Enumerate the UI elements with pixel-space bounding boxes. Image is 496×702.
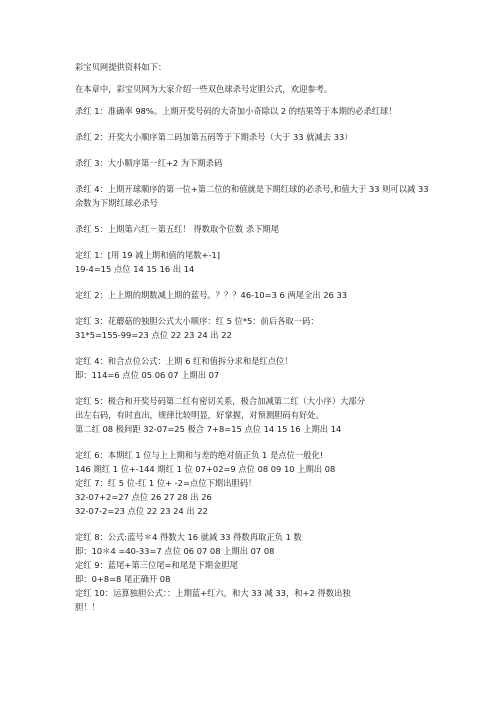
ding-3-title: 定红 3：花蘑菇的独胆公式大小顺序：红 5 位*5：前后各取一码： xyxy=(75,316,319,326)
ding-8-example: 即：10＊4 =40-33=7 点位 06 07 08 上期出 07 08 xyxy=(75,546,275,556)
ding-3-example: 31*5=155-99=23 点位 22 23 24 出 22 xyxy=(75,330,232,340)
ding-9-example: 即：0+8=8 尾正确开 08 xyxy=(75,574,171,584)
ding-5-example: 第二红 08 极间距 32-07=25 极合 7+8=15 点位 14 15 16 上期出 14 xyxy=(75,424,342,434)
ding-6-title: 定红 6：本期红 1 位与上上期和与差的绝对值正负 1 是点位一般化! xyxy=(75,450,324,460)
ding-2: 定红 2：上上期的期数减上期的蓝号。？？？46-10=3 6 两尾全出 26 33 xyxy=(75,290,348,300)
ding-7-title: 定红 7：红 5 位-红 1 位+ -2=点位下期出胆码！ xyxy=(75,478,257,488)
ding-5-line-1: 定红 5：极合和开奖号码第二红有密切关系，极合加减第二红（大小序）大部分 xyxy=(75,396,366,406)
preface-text: 在本章中，彩宝贝网为大家介绍一些双色球杀号定胆公式，欢迎参考。 xyxy=(75,84,333,94)
ding-7-example-1: 32-07+2=27 点位 26 27 28 出 26 xyxy=(75,492,212,502)
ding-4-title: 定红 4：和合点位公式：上期 6 红和值拆分求和是红点位！ xyxy=(75,356,293,366)
intro-text: 彩宝贝网提供资料如下： xyxy=(75,62,167,72)
ding-10-line-2: 胆！！ xyxy=(75,602,100,612)
ding-7-example-2: 32-07-2=23 点位 22 23 24 出 22 xyxy=(75,506,208,516)
kill-rule-2: 杀红 2：开奖大小顺序第二码加第五码等于下期杀号（大于 33 就减去 33） xyxy=(75,132,353,142)
kill-rule-1: 杀红 1：准确率 98%。上期开奖号码的大奇加小奇除以 2 的结果等于本期的必杀红球！ xyxy=(75,106,397,116)
ding-1-example: 19-4=15 点位 14 15 16 出 14 xyxy=(75,264,195,274)
kill-rule-4: 杀红 4：上期开球顺序的第一位+第二位的和值就是下期红球的必杀号,和值大于 33 则可以减 33 余数为下期红球必杀号 xyxy=(75,184,429,208)
ding-6-example: 146 期红 1 位+-144 期红 1 位 07+02=9 点位 08 09 10 上期出 08 xyxy=(75,464,336,474)
ding-9-title: 定红 9：蓝尾+第三位尾=和尾是下期金胆尾 xyxy=(75,560,238,570)
ding-8-title: 定红 8：公式:蓝号＊4 得数大 16 就减 33 得数再取正负 1 数 xyxy=(75,532,302,542)
document-body xyxy=(75,60,435,614)
ding-1-title: 定红 1：[用 19 减上期和值的尾数+-1] xyxy=(75,250,221,260)
ding-5-line-2: 出左右码，有时直出，规律比较明显，好掌握，对预测胆码有好处。 xyxy=(75,410,324,420)
ding-4-example: 即：114=6 点位 05 06 07 上期出 07 xyxy=(75,370,220,380)
kill-rule-5: 杀红 5：上期第六红－第五红！ 得数取个位数 杀下期尾 xyxy=(75,224,280,234)
ding-10-line-1: 定红 10：运算独胆公式：：上期蓝+红六，和大 33 减 33，和+2 得数出独 xyxy=(75,588,351,598)
kill-rule-3: 杀红 3：大小顺序第一红+2 为下期杀码 xyxy=(75,158,223,168)
